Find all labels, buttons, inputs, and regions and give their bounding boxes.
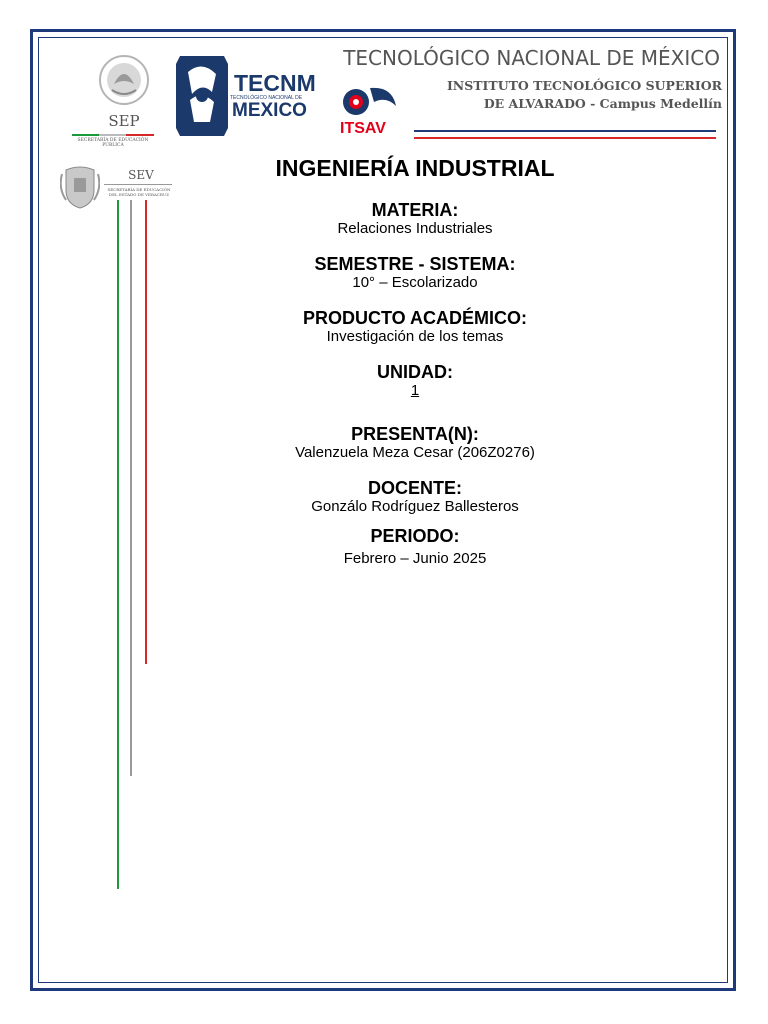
- veracruz-shield-icon: [60, 164, 100, 210]
- section-docente: [250, 478, 580, 516]
- decorative-line-green: [117, 200, 119, 889]
- sev-divider: [104, 184, 172, 185]
- itsav-logo-icon: [340, 80, 400, 120]
- section-semestre: [250, 254, 580, 292]
- decorative-line-gray: [130, 200, 132, 776]
- docente-label: DOCENTE:: [368, 478, 462, 498]
- presenta-label: PRESENTA(N):: [351, 424, 479, 444]
- decorative-line-red: [145, 200, 147, 664]
- tecnm-caption: TECNOLÓGICO NACIONAL DE: [230, 95, 303, 101]
- mexico-title: MEXICO: [232, 100, 307, 121]
- presenta-value: Valenzuela Meza Cesar (206Z0276): [295, 444, 535, 461]
- docente-value: Gonzálo Rodríguez Ballesteros: [311, 498, 519, 515]
- section-unidad: [250, 362, 580, 400]
- sev-caption: SECRETARÍA DE EDUCACIÓN DEL ESTADO DE VERACRUZ: [107, 187, 171, 197]
- institution-title: TECNOLÓGICO NACIONAL DE MÉXICO: [343, 46, 720, 70]
- unidad-label: UNIDAD:: [377, 362, 453, 382]
- header-line-blue: [414, 130, 716, 132]
- materia-value: Relaciones Industriales: [337, 220, 493, 237]
- header-line-red: [414, 137, 716, 139]
- section-periodo: [250, 526, 580, 568]
- career-title: INGENIERÍA INDUSTRIAL: [275, 155, 555, 181]
- itsav-label: ITSAV: [340, 120, 386, 137]
- cover-content: [250, 155, 580, 584]
- tecnm-gear-icon: [172, 52, 232, 140]
- tecnm-title: TECNM: [234, 70, 316, 96]
- producto-value: Investigación de los temas: [326, 328, 504, 345]
- institution-subtitle-2: DE ALVARADO - Campus Medellín: [483, 96, 722, 111]
- mexico-coat-of-arms-icon: [88, 50, 160, 110]
- semestre-label: SEMESTRE - SISTEMA:: [314, 254, 516, 274]
- section-presenta: [250, 424, 580, 462]
- sep-divider: [72, 134, 154, 136]
- sev-label: SEV: [128, 168, 154, 182]
- periodo-value: Febrero – Junio 2025: [343, 550, 487, 567]
- section-materia: [250, 200, 580, 238]
- producto-label: PRODUCTO ACADÉMICO:: [303, 308, 527, 328]
- semestre-value: 10° – Escolarizado: [352, 274, 478, 291]
- unidad-value: 1: [410, 382, 420, 399]
- section-producto: [250, 308, 580, 346]
- sep-caption: SECRETARÍA DE EDUCACIÓN PÚBLICA: [77, 138, 149, 148]
- periodo-label: PERIODO:: [370, 526, 460, 546]
- sep-label: SEP: [108, 112, 140, 130]
- materia-label: MATERIA:: [371, 200, 459, 220]
- institution-subtitle-1: INSTITUTO TECNOLÓGICO SUPERIOR: [446, 78, 722, 93]
